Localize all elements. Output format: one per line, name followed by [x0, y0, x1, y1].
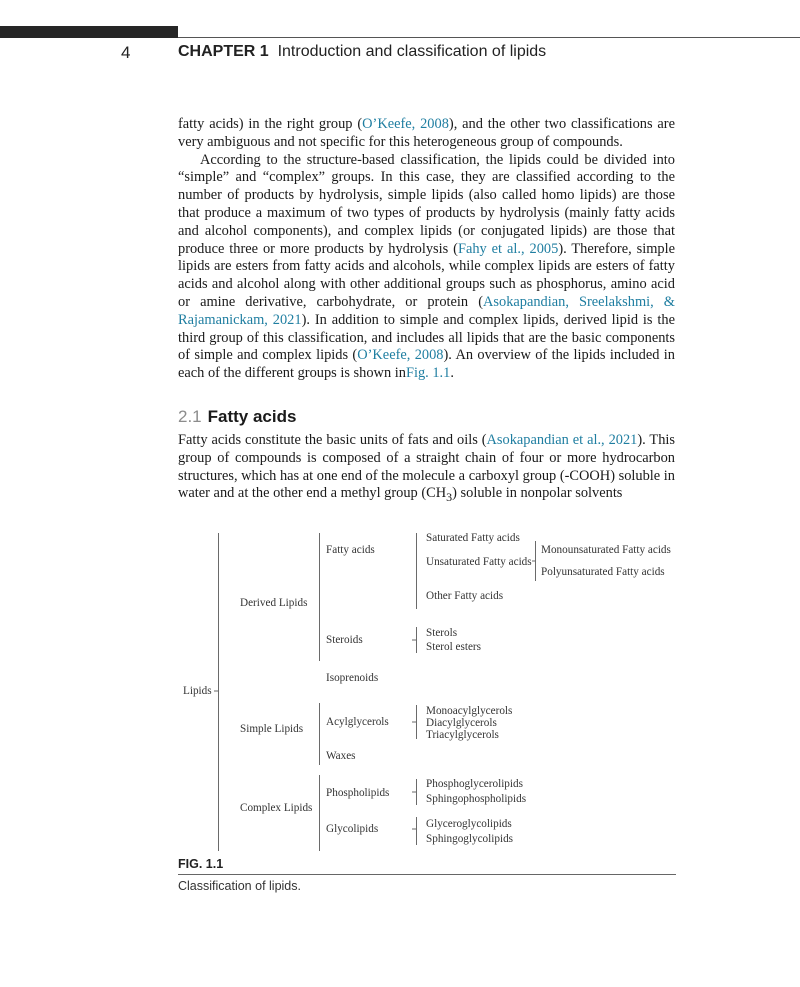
node-unsaturated-fatty-acids: Unsaturated Fatty acids: [426, 556, 532, 568]
citation-link[interactable]: O’Keefe, 2008: [357, 347, 444, 364]
node-derived-lipids: Derived Lipids: [240, 597, 308, 609]
node-sphingophospholipids: Sphingophospholipids: [426, 793, 527, 805]
page-number: 4: [121, 43, 131, 62]
text-run: According to the structure-based classification, the lipids could be divided into “simple” and “complex” groups. In this case, they are classified according to the number of products by hydrolysis, simple lipids (also called homo lipids) are those that produce a maximum of two types of products by hydrolysis (mainly fatty acids and alcohol components), and complex lipids (or conjugated lipids) are those that produce three or more products by hydrolysis (: [178, 151, 675, 257]
node-other-fatty-acids: Other Fatty acids: [426, 590, 504, 602]
citation-link[interactable]: Fahy et al., 2005: [457, 240, 559, 257]
citation-link[interactable]: Asokapandian et al., 2021: [486, 432, 638, 448]
figure-label: FIG. 1.1: [178, 857, 224, 871]
figure-caption: Classification of lipids.: [178, 879, 301, 893]
node-fatty-acids: Fatty acids: [326, 544, 375, 556]
text-run: ). In addition to simple and complex lipids, derived lipid is the third group of this classification, and includes all lipids that are the basic components of simple and complex lipids (: [178, 311, 675, 364]
text-run: ). This group of compounds is composed of a straight chain of four or more hydrocarbon structures, which has at one end of the molecule a carboxyl group (-COOH) soluble in water and at the other end a methyl group (CH: [178, 432, 675, 502]
node-simple-lipids: Simple Lipids: [240, 723, 304, 735]
node-polyunsaturated-fatty-acids: Polyunsaturated Fatty acids: [541, 566, 665, 578]
node-sphingoglycolipids: Sphingoglycolipids: [426, 833, 514, 845]
node-complex-lipids: Complex Lipids: [240, 802, 313, 814]
node-phosphoglycerolipids: Phosphoglycerolipids: [426, 778, 523, 790]
node-monoacylglycerols: Monoacylglycerols: [426, 705, 513, 717]
lipid-classification-diagram: [170, 525, 690, 855]
text-run: fatty acids) in the right group (: [178, 116, 363, 132]
section-heading: [178, 407, 296, 427]
section-number: 2.1: [178, 407, 202, 426]
body-text-top: [178, 116, 675, 383]
citation-link[interactable]: Asokapandian, Sreelakshmi, & Rajamanickam, 2021: [178, 293, 676, 328]
node-lipids: Lipids: [183, 685, 212, 697]
citation-link[interactable]: O’Keefe, 2008: [362, 116, 449, 132]
node-sterols: Sterols: [426, 627, 458, 639]
subscript: 3: [446, 490, 453, 505]
text-run: ). An overview of the lipids included in each of the different groups is shown in: [178, 347, 675, 382]
node-isoprenoids: Isoprenoids: [326, 672, 379, 684]
node-phospholipids: Phospholipids: [326, 787, 390, 799]
node-sterol-esters: Sterol esters: [426, 641, 481, 653]
header-bar: [0, 26, 178, 38]
paragraph-3: [178, 432, 675, 507]
text-run: ). Therefore, simple lipids are esters from fatty acids and alcohols, while complex lipids are esters of fatty acids and alcohol along with other additional groups such as phosphorus, amino acid or amine derivative, carbohydrate, or protein (: [178, 240, 676, 310]
body-text-bottom: [178, 432, 675, 507]
text-run: ), and the other two classifications are very ambiguous and not specific for this heterogeneous group of compounds.: [178, 116, 675, 150]
node-steroids: Steroids: [326, 634, 363, 646]
text-run: Fatty acids constitute the basic units of fats and oils (: [178, 432, 487, 448]
node-triacylglycerols: Triacylglycerols: [426, 729, 499, 741]
figure-link[interactable]: Fig. 1.1: [405, 365, 451, 382]
header-rule: [178, 37, 800, 38]
paragraph-1: [178, 116, 675, 152]
chapter-title: Introduction and classification of lipids: [277, 43, 547, 60]
node-diacylglycerols: Diacylglycerols: [426, 717, 497, 729]
node-saturated-fatty-acids: Saturated Fatty acids: [426, 532, 520, 544]
node-glycolipids: Glycolipids: [326, 823, 379, 835]
text-run: ) soluble in nonpolar solvents: [452, 485, 623, 502]
node-acylglycerols: Acylglycerols: [326, 716, 389, 728]
node-glyceroglycolipids: Glyceroglycolipids: [426, 818, 512, 830]
text-run: .: [450, 365, 454, 382]
paragraph-2: [178, 152, 675, 383]
running-head: [178, 43, 546, 61]
section-title: Fatty acids: [207, 407, 297, 426]
caption-rule: [178, 874, 676, 875]
node-waxes: Waxes: [326, 750, 356, 762]
chapter-label: CHAPTER 1: [178, 43, 269, 60]
node-monounsaturated-fatty-acids: Monounsaturated Fatty acids: [541, 544, 671, 556]
